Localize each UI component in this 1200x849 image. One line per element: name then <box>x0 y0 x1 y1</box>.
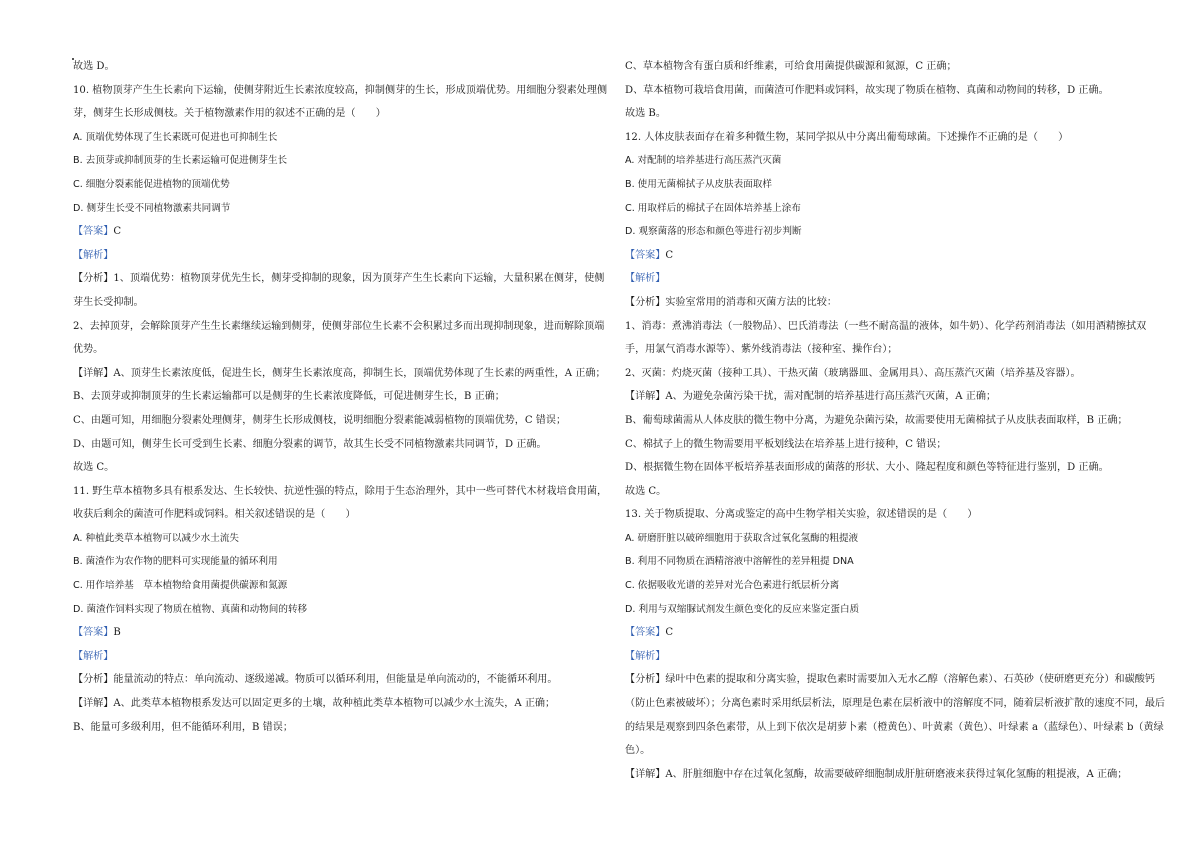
paragraph-text: 【分析】能量流动的特点：单向流动、逐级递减。物质可以循环利用，但能量是单向流动的，不能循环利用。 <box>73 674 558 686</box>
left-line <box>73 149 613 173</box>
option-text: B. 去顶芽或抑制顶芽的生长素运输可促进侧芽生长 <box>73 155 288 167</box>
left-line <box>73 197 613 221</box>
answer-tag: 【答案】 <box>73 226 114 238</box>
right-line <box>625 598 1165 622</box>
paragraph-text: 【分析】实验室常用的消毒和灭菌方法的比较： <box>625 296 837 308</box>
answer-tag: 【答案】 <box>625 249 666 261</box>
paragraph-text: 故选 D。 <box>73 61 115 72</box>
answer-value: C <box>113 226 122 238</box>
right-line <box>625 102 1165 126</box>
right-line <box>625 480 1165 504</box>
paragraph-text: 【详解】A、肝脏细胞中存在过氧化氢酶，故需要破碎细胞制成肝脏研磨液来获得过氧化氢酶的粗提液，A 正确； <box>625 768 1128 780</box>
option-text: D. 观察菌落的形态和颜色等进行初步判断 <box>625 226 802 238</box>
left-line <box>73 79 613 126</box>
answer-value: B <box>113 627 121 639</box>
left-line <box>73 126 613 150</box>
left-line <box>73 55 613 79</box>
left-line <box>73 668 613 692</box>
right-line <box>625 668 1165 762</box>
paragraph-text: 11. 野生草本植物多具有根系发达、生长较快、抗逆性强的特点，除用于生态治理外，其中一些可替代木材栽培食用菌，收获后剩余的菌渣可作肥料或饲料。相关叙述错误的是（ ） <box>73 485 608 521</box>
option-text: A. 顶端优势体现了生长素既可促进也可抑制生长 <box>73 131 278 143</box>
paragraph-text: 【分析】1、顶端优势：植物顶芽优先生长，侧芽受抑制的现象，因为顶芽产生生长素向下运输，大量积累在侧芽，使侧芽生长受抑制。 <box>73 273 605 308</box>
paragraph-text: 【详解】A、此类草本植物根系发达可以固定更多的土壤，故种植此类草本植物可以减少水土流失，A 正确； <box>73 698 556 710</box>
paragraph-text: 【详解】A、为避免杂菌污染干扰，需对配制的培养基进行高压蒸汽灭菌，A 正确； <box>625 391 997 403</box>
left-line <box>73 692 613 716</box>
left-line <box>73 385 613 409</box>
paragraph-text: C、由题可知，用细胞分裂素处理侧芽，侧芽生长形成侧枝，说明细胞分裂素能减弱植物的顶端优势，C 错误； <box>73 414 567 426</box>
paragraph-text: 10. 植物顶芽产生生长素向下运输，使侧芽附近生长素浓度较高，抑制侧芽的生长，形成顶端优势。用细胞分裂素处理侧芽，侧芽生长形成侧枝。关于植物激素作用的叙述不正确的是（ ） <box>73 84 608 120</box>
right-line <box>625 456 1165 480</box>
left-line <box>73 480 613 527</box>
right-line <box>625 550 1165 574</box>
paragraph-text: 12. 人体皮肤表面存在着多种微生物，某同学拟从中分离出葡萄球菌。下述操作不正确的是（ ） <box>625 131 1069 143</box>
option-text: D. 侧芽生长受不同植物激素共同调节 <box>73 202 231 214</box>
analysis-tag: 【解析】 <box>625 650 666 662</box>
option-text: A. 对配制的培养基进行高压蒸汽灭菌 <box>625 155 782 167</box>
option-text: D. 菌渣作饲料实现了物质在植物、真菌和动物间的转移 <box>73 603 308 615</box>
paragraph-text: B、葡萄球菌需从人体皮肤的微生物中分离，为避免杂菌污染，故需要使用无菌棉拭子从皮肤表面取样，B 正确； <box>625 414 1128 426</box>
analysis-tag: 【解析】 <box>73 650 114 662</box>
paragraph-text: 1、消毒：煮沸消毒法（一般物品）、巴氏消毒法（一些不耐高温的液体，如牛奶）、化学药剂消毒法（如用酒精擦拭双手，用氯气消毒水源等）、紫外线消毒法（接种室、操作台）； <box>625 320 1147 356</box>
paragraph-text: 【分析】绿叶中色素的提取和分离实验，提取色素时需要加入无水乙醇（溶解色素）、石英砂（使研磨更充分）和碳酸钙（防止色素被破坏）；分离色素时采用纸层析法，原理是色素在层析液中的溶解度不同，随着层析液扩散的速度不同，最后的结果是观察到四条色素带，从上到下依次是胡萝卜素（橙黄色）、叶黄素（黄色）、叶绿素 a（蓝绿色）、叶绿素 b（黄绿色）。 <box>625 674 1166 757</box>
option-text: B. 使用无菌棉拭子从皮肤表面取样 <box>625 178 772 190</box>
right-line <box>625 197 1165 221</box>
left-line <box>73 716 613 740</box>
left-line <box>73 527 613 551</box>
left-line <box>73 574 613 598</box>
option-text: A. 种植此类草本植物可以减少水土流失 <box>73 532 239 544</box>
left-column <box>73 55 613 739</box>
option-text: B. 利用不同物质在酒精溶液中溶解性的差异粗提 DNA <box>625 556 854 568</box>
option-text: C. 用作培养基 草本植物给食用菌提供碳源和氮源 <box>73 580 288 592</box>
paragraph-text: C、棉拭子上的微生物需要用平板划线法在培养基上进行接种，C 错误； <box>625 438 947 450</box>
option-text: C. 用取样后的棉拭子在固体培养基上涂布 <box>625 202 801 214</box>
right-line <box>625 503 1165 527</box>
paragraph-text: 【详解】A、顶芽生长素浓度低，促进生长，侧芽生长素浓度高，抑制生长，顶端优势体现了生长素的两重性，A 正确； <box>73 367 606 379</box>
left-line <box>73 598 613 622</box>
option-text: C. 细胞分裂素能促进植物的顶端优势 <box>73 178 230 190</box>
answer-value: C <box>665 627 674 639</box>
paragraph-text: 2、去掉顶芽，会解除顶芽产生生长素继续运输到侧芽，使侧芽部位生长素不会积累过多而出现抑制现象，进而解除顶端优势。 <box>73 320 605 356</box>
paragraph-text: C、草本植物含有蛋白质和纤维素，可给食用菌提供碳源和氮源，C 正确； <box>625 61 957 72</box>
right-line <box>625 645 1165 669</box>
paragraph-text: D、根据微生物在固体平板培养基表面形成的菌落的形状、大小、隆起程度和颜色等特征进行鉴别，D 正确。 <box>625 462 1109 474</box>
left-line <box>73 550 613 574</box>
analysis-tag: 【解析】 <box>73 249 114 261</box>
right-line <box>625 291 1165 315</box>
left-line <box>73 433 613 457</box>
paragraph-text: 故选 B。 <box>625 108 666 120</box>
left-line <box>73 621 613 645</box>
paragraph-text: B、去顶芽或抑制顶芽的生长素运输都可以是侧芽的生长素浓度降低，可促进侧芽生长，B 正确； <box>73 391 505 403</box>
paragraph-text: D、草本植物可栽培食用菌，而菌渣可作肥料或饲料，故实现了物质在植物、真菌和动物间的转移，D 正确。 <box>625 84 1109 96</box>
left-line <box>73 362 613 386</box>
right-column <box>625 55 1165 786</box>
right-line <box>625 79 1165 103</box>
answer-value: C <box>665 249 674 261</box>
answer-tag: 【答案】 <box>625 627 666 639</box>
right-line <box>625 173 1165 197</box>
right-line <box>625 220 1165 244</box>
right-line <box>625 244 1165 268</box>
right-line <box>625 55 1165 79</box>
left-line <box>73 456 613 480</box>
paragraph-text: 2、灭菌：灼烧灭菌（接种工具）、干热灭菌（玻璃器皿、金属用具）、高压蒸汽灭菌（培养基及容器）。 <box>625 367 1081 379</box>
right-line <box>625 621 1165 645</box>
right-line <box>625 126 1165 150</box>
right-line <box>625 527 1165 551</box>
left-line <box>73 645 613 669</box>
option-text: D. 利用与双缩脲试剂发生颜色变化的反应来鉴定蛋白质 <box>625 603 860 615</box>
option-text: B. 菌渣作为农作物的肥料可实现能量的循环利用 <box>73 556 278 568</box>
answer-tag: 【答案】 <box>73 627 114 639</box>
left-line <box>73 267 613 314</box>
right-line <box>625 574 1165 598</box>
left-line <box>73 173 613 197</box>
paragraph-text: 故选 C。 <box>625 485 667 497</box>
analysis-tag: 【解析】 <box>625 273 666 285</box>
right-line <box>625 315 1165 362</box>
right-line <box>625 763 1165 787</box>
right-line <box>625 385 1165 409</box>
right-line <box>625 433 1165 457</box>
right-line <box>625 362 1165 386</box>
right-line <box>625 267 1165 291</box>
left-line <box>73 220 613 244</box>
left-line <box>73 315 613 362</box>
paragraph-text: 故选 C。 <box>73 462 115 474</box>
left-line <box>73 409 613 433</box>
option-text: A. 研磨肝脏以破碎细胞用于获取含过氧化氢酶的粗提液 <box>625 532 859 544</box>
right-line <box>625 149 1165 173</box>
right-line <box>625 409 1165 433</box>
left-line <box>73 244 613 268</box>
paragraph-text: B、能量可多级利用，但不能循环利用，B 错误； <box>73 721 293 733</box>
paragraph-text: 13. 关于物质提取、分离或鉴定的高中生物学相关实验，叙述错误的是（ ） <box>625 509 978 521</box>
paragraph-text: D、由题可知，侧芽生长可受到生长素、细胞分裂素的调节，故其生长受不同植物激素共同调节，D 正确。 <box>73 438 547 450</box>
option-text: C. 依据吸收光谱的差异对光合色素进行纸层析分离 <box>625 580 840 592</box>
